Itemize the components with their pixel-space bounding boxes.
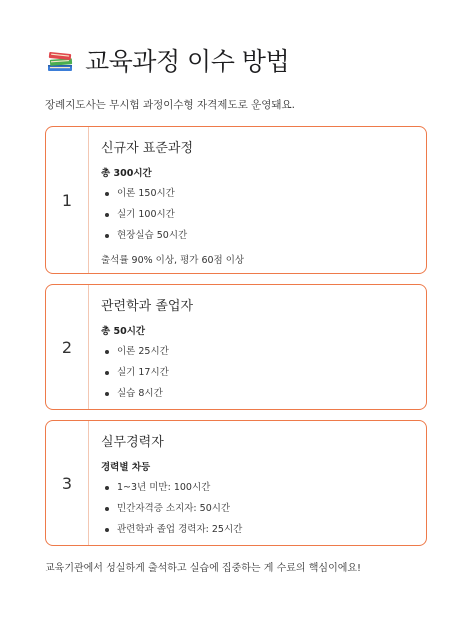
outro-text: 교육기관에서 성실하게 출석하고 실습에 집중하는 게 수료의 핵심이에요! [45, 563, 362, 574]
card-number: 2 [46, 285, 89, 409]
card-list [101, 481, 426, 544]
list-item: 실기 100시간 [101, 208, 426, 229]
course-card-2 [45, 284, 427, 410]
card-title: 실무경력자 [101, 435, 164, 450]
list-item: 민간자격증 소지자: 50시간 [101, 502, 426, 523]
list-item: 실기 17시간 [101, 366, 426, 387]
card-body [89, 421, 426, 545]
page-title-text: 교육과정 이수 방법 [85, 47, 290, 76]
list-item: 이론 150시간 [101, 187, 426, 208]
card-subtitle: 총 300시간 [101, 168, 152, 179]
list-item: 실습 8시간 [101, 387, 426, 408]
card-number: 3 [46, 421, 89, 545]
course-card-3 [45, 420, 427, 546]
intro-text: 장례지도사는 무시험 과정이수형 자격제도로 운영돼요. [45, 99, 295, 111]
card-list [101, 345, 426, 408]
card-title: 관련학과 졸업자 [101, 299, 194, 314]
card-body [89, 127, 426, 273]
card-subtitle: 경력별 차등 [101, 462, 151, 473]
card-list [101, 187, 426, 250]
page-title [45, 40, 289, 80]
card-note: 출석률 90% 이상, 평가 60점 이상 [101, 255, 245, 266]
course-card-1 [45, 126, 427, 274]
card-number: 1 [46, 127, 89, 273]
list-item: 이론 25시간 [101, 345, 426, 366]
list-item: 관련학과 졸업 경력자: 25시간 [101, 523, 426, 544]
books-icon [45, 45, 75, 75]
list-item: 현장실습 50시간 [101, 229, 426, 250]
card-title: 신규자 표준과정 [101, 141, 194, 156]
card-subtitle: 총 50시간 [101, 326, 146, 337]
list-item: 1~3년 미만: 100시간 [101, 481, 426, 502]
card-body [89, 285, 426, 409]
